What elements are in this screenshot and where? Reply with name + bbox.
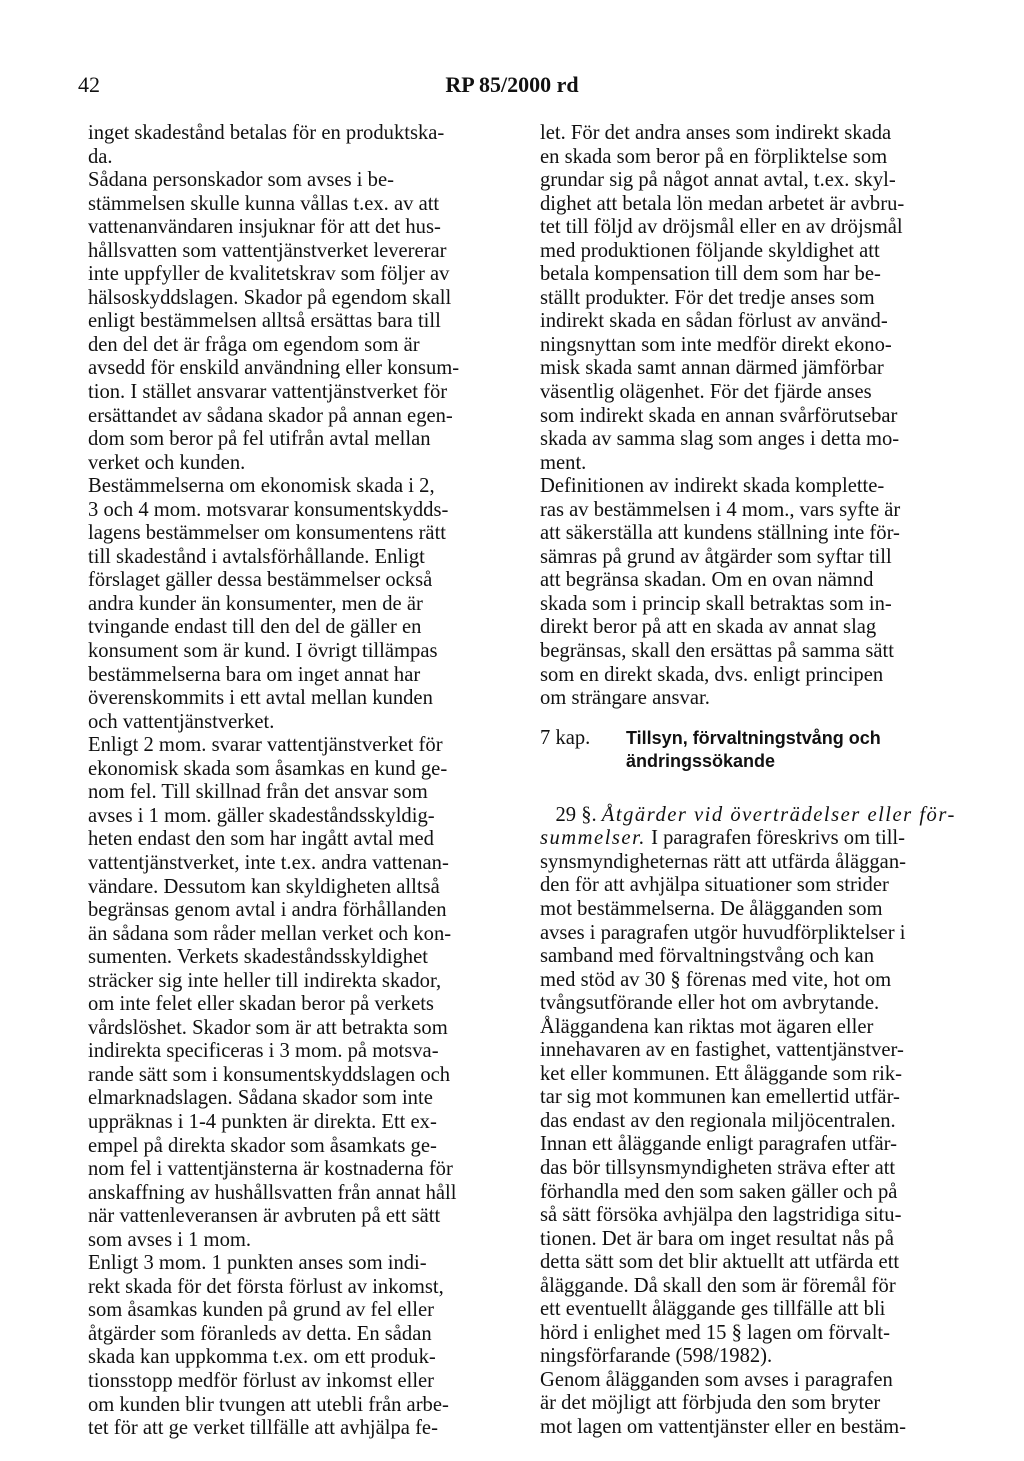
text-line: Sådana personskador som avses i be-: [88, 169, 394, 192]
text-line: att begränsa skadan. Om en ovan nämnd: [540, 569, 874, 592]
text-line: hälsoskyddslagen. Skador på egendom skall: [88, 286, 452, 309]
text-line: förslaget gäller dessa bestämmelser också: [88, 569, 433, 592]
text-line: till skadestånd i avtalsförhållande. Enligt: [88, 545, 425, 568]
text-line: tar sig mot kommunen kan emellertid utfär-: [540, 1086, 900, 1109]
chapter-title: [626, 727, 881, 774]
text-line: grundar sig på något annat avtal, t.ex. skyl-: [540, 169, 896, 192]
text-line: åtgärder som föranleds av detta. En sådan: [88, 1322, 432, 1345]
text-line: om strängare ansvar.: [540, 687, 710, 710]
text-line: begränsas, skall den ersättas på samma sätt: [540, 640, 894, 663]
text-line: Bestämmelserna om ekonomisk skada i 2,: [88, 475, 435, 498]
text-line: lagens bestämmelser om konsumentens rätt: [88, 522, 447, 545]
text-line: enligt bestämmelsen alltså ersättas bara till: [88, 310, 441, 333]
text-line: stämmelsen skulle kunna vållas t.ex. av att: [88, 192, 440, 215]
text-line: 3 och 4 mom. motsvarar konsumentskydds-: [88, 498, 449, 521]
text-line: anskaffning av hushållsvatten från annat håll: [88, 1181, 457, 1204]
text-line: skada kan uppkomma t.ex. om ett produk-: [88, 1346, 436, 1369]
section-title-cont: summelser.: [540, 827, 646, 850]
text-line: den för att avhjälpa situationer som strider: [540, 874, 889, 897]
text-line: väsentlig olägenhet. För det fjärde anses: [540, 381, 872, 404]
text-line: ersättandet av sådana skador på annan egen-: [88, 404, 453, 427]
text-line: empel på direkta skador som åsamkats ge-: [88, 1134, 437, 1157]
text-line: Definitionen av indirekt skada komplette-: [540, 475, 885, 498]
text-line: synsmyndigheternas rätt att utfärda åläggan-: [540, 850, 906, 873]
text-line: avses i 1 mom. gäller skadeståndsskyldig-: [88, 804, 435, 827]
text-line: och vattentjänstverket.: [88, 710, 275, 733]
text-line: den del det är fråga om egendom som är: [88, 333, 420, 356]
text-line: sumenten. Verkets skadeståndsskyldighet: [88, 946, 428, 969]
text-line: som en direkt skada, dvs. enligt principen: [540, 663, 884, 686]
text-line: andra kunder än konsumenter, men de är: [88, 592, 423, 615]
text-line: ekonomisk skada som åsamkas en kund ge-: [88, 757, 448, 780]
text-line: indirekta specificeras i 3 mom. på motsva-: [88, 1040, 439, 1063]
text-line: heten endast den som har ingått avtal med: [88, 828, 434, 851]
text-line: förhandla med den som saken gäller och på: [540, 1180, 898, 1203]
text-line: ket eller kommunen. Ett åläggande som rik-: [540, 1062, 902, 1085]
right-column-bottom-text: [540, 851, 970, 1440]
text-line: så sätt försöka avhjälpa den lagstridiga situ-: [540, 1204, 902, 1227]
text-line: en skada som beror på en förpliktelse som: [540, 145, 888, 168]
text-line: das bör tillsynsmyndigheten sträva efter att: [540, 1156, 896, 1179]
text-line: hörd i enlighet med 15 § lagen om förvalt-: [540, 1321, 891, 1344]
text-line: das endast av den regionala miljöcentralen.: [540, 1109, 896, 1132]
text-line: Genom ålägganden som avses i paragrafen: [540, 1368, 893, 1391]
text-line: sträcker sig inte heller till indirekta skador,: [88, 969, 442, 992]
text-line: med produktionen följande skyldighet att: [540, 239, 880, 262]
text-line: när vattenleveransen är avbruten på ett sätt: [88, 1205, 441, 1228]
text-line: med stöd av 30 § förenas med vite, hot om: [540, 968, 892, 991]
text-line: tion. I stället ansvarar vattentjänstverket för: [88, 381, 448, 404]
text-line: verket och kunden.: [88, 451, 246, 474]
section-title: Åtgärder vid överträdelser eller för-: [601, 803, 956, 826]
text-line: som åsamkas kunden på grund av fel eller: [88, 1299, 434, 1322]
text-line: indirekt skada en sådan förlust av använd-: [540, 310, 888, 333]
text-line: vändare. Dessutom kan skyldigheten alltså: [88, 875, 440, 898]
section-heading-line: [540, 827, 970, 851]
text-line: inget skadestånd betalas för en produktska-: [88, 122, 445, 144]
text-line: Enligt 2 mom. svarar vattentjänstverket för: [88, 734, 443, 757]
section-heading-line: [540, 804, 970, 828]
text-line: samband med förvaltningstvång och kan: [540, 945, 874, 968]
text-line: som indirekt skada en annan svårförutsebar: [540, 404, 898, 427]
text-line: Innan ett åläggande enligt paragrafen utfär-: [540, 1133, 897, 1156]
text-line: tet till följd av dröjsmål eller en av dröjsmål: [540, 216, 903, 239]
text-line: let. För det andra anses som indirekt skada: [540, 122, 892, 144]
document-header: RP 85/2000 rd: [445, 72, 579, 97]
chapter-number: 7 kap.: [540, 726, 591, 749]
text-line: dom som beror på fel utifrån avtal mellan: [88, 428, 431, 451]
text-line: Åläggandena kan riktas mot ägaren eller: [540, 1015, 874, 1038]
text-line: tionsstopp medför förlust av inkomst eller: [88, 1369, 435, 1392]
text-line: innehavaren av en fastighet, vattentjänstver-: [540, 1039, 904, 1062]
text-line: åläggande. Då skall den som är föremål för: [540, 1274, 896, 1297]
text-line: än sådana som råder mellan verket och kon-: [88, 922, 452, 945]
text-line: överenskommits i ett avtal mellan kunden: [88, 687, 433, 710]
text-line: avsedd för enskild användning eller konsum-: [88, 357, 460, 380]
text-line: vattenanvändaren insjuknar för att det hus-: [88, 216, 441, 239]
text-line: uppräknas i 1-4 punkten är direkta. Ett ex-: [88, 1110, 437, 1133]
text-line: skada som i princip skall betraktas som in-: [540, 592, 892, 615]
text-line: mot bestämmelserna. De ålägganden som: [540, 897, 883, 920]
chapter-heading: [540, 727, 970, 774]
text-line: tvångsutförande eller hot om avbrytande.: [540, 992, 880, 1015]
text-line: sämras på grund av åtgärder som syftar till: [540, 545, 892, 568]
text-line: nom fel. Till skillnad från det ansvar som: [88, 781, 428, 804]
text-line: tionen. Det är bara om inget resultat nås på: [540, 1227, 894, 1250]
text-line: avses i paragrafen utgör huvudförpliktelser i: [540, 921, 906, 944]
text-line: misk skada samt annan därmed jämförbar: [540, 357, 884, 380]
section-first-text: I paragrafen föreskrivs om till-: [645, 827, 905, 850]
text-line: dighet att betala lön medan arbetet är avbru-: [540, 192, 905, 215]
text-line: inte uppfyller de kvalitetskrav som följer av: [88, 263, 450, 286]
text-line: begränsas genom avtal i andra förhållanden: [88, 899, 447, 922]
text-line: vårdslöshet. Skador som är att betrakta som: [88, 1016, 448, 1039]
text-line: detta sätt som det blir aktuellt att utfärda ett: [540, 1251, 900, 1274]
right-column-top-text: [540, 122, 970, 711]
right-column: [540, 122, 970, 1440]
text-line: da.: [88, 145, 113, 168]
text-line: om inte felet eller skadan beror på verkets: [88, 993, 434, 1016]
text-line: tvingande endast till den del de gäller en: [88, 616, 422, 639]
text-line: mot lagen om vattentjänster eller en bestäm-: [540, 1415, 906, 1438]
section-number: 29 §.: [555, 803, 597, 826]
text-line: ras av bestämmelsen i 4 mom., vars syfte är: [540, 498, 901, 521]
text-line: rande sätt som i konsumentskyddslagen och: [88, 1063, 451, 1086]
text-line: ment.: [540, 451, 587, 474]
text-line: ett eventuellt åläggande ges tillfälle att bli: [540, 1298, 886, 1321]
left-column: [88, 122, 500, 1441]
text-line: ningsförfarande (598/1982).: [540, 1345, 773, 1368]
text-line: hållsvatten som vattentjänstverket levererar: [88, 239, 447, 262]
text-line: är det möjligt att förbjuda den som bryter: [540, 1392, 881, 1415]
text-line: direkt beror på att en skada av annat slag: [540, 616, 877, 639]
page-number: 42: [78, 72, 100, 97]
text-line: konsument som är kund. I övrigt tillämpas: [88, 640, 438, 663]
chapter-title-line: ändringssökande: [626, 751, 776, 772]
text-line: ningsnyttan som inte medför direkt ekono-: [540, 333, 892, 356]
text-line: bestämmelserna bara om inget annat har: [88, 663, 421, 686]
text-line: som avses i 1 mom.: [88, 1228, 252, 1251]
text-line: skada av samma slag som anges i detta mo-: [540, 428, 900, 451]
text-line: betala kompensation till dem som har be-: [540, 263, 881, 286]
text-line: vattentjänstverket, inte t.ex. andra vattenan-: [88, 851, 449, 874]
text-line: Enligt 3 mom. 1 punkten anses som indi-: [88, 1252, 427, 1275]
chapter-title-line: Tillsyn, förvaltningstvång och: [626, 727, 881, 748]
text-line: elmarknadslagen. Sådana skador som inte: [88, 1087, 433, 1110]
text-line: ställt produkter. För det tredje anses som: [540, 286, 875, 309]
text-line: rekt skada för det första förlust av inkomst,: [88, 1275, 444, 1298]
text-line: tet för att ge verket tillfälle att avhjälpa fe-: [88, 1417, 438, 1440]
text-line: om kunden blir tvungen att utebli från arbe-: [88, 1393, 449, 1416]
text-line: nom fel i vattentjänsterna är kostnaderna för: [88, 1158, 453, 1181]
text-line: att säkerställa att kundens ställning inte för-: [540, 522, 900, 545]
